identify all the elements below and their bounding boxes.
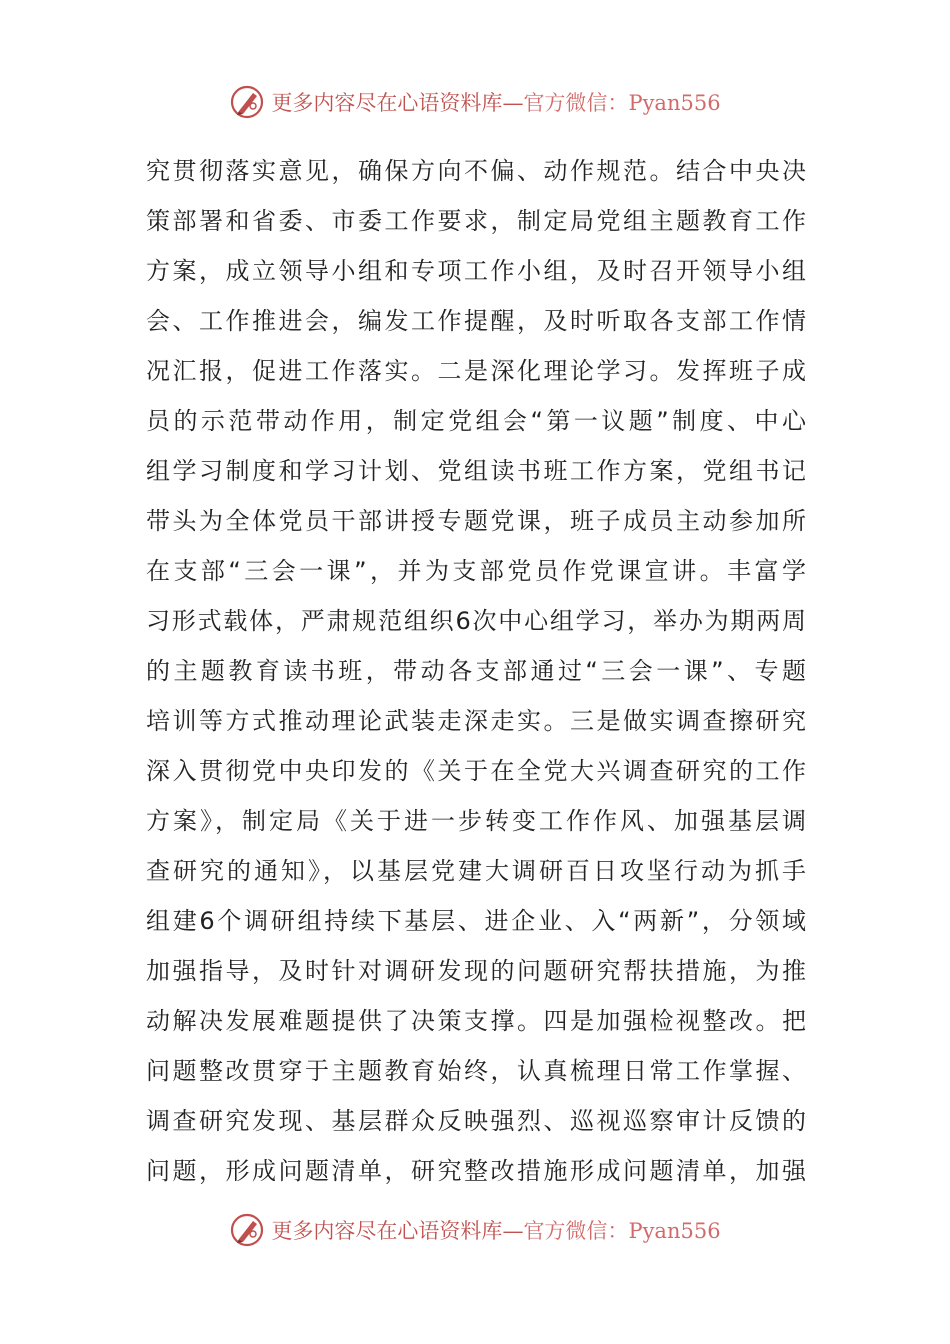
- body-line: 况汇报，促进工作落实。二是深化理论学习。发挥班子成: [146, 357, 806, 385]
- body-line: 在支部“三会一课”，并为支部党员作党课宣讲。丰富学: [146, 557, 806, 585]
- header-dash: —: [502, 91, 524, 115]
- body-line: 培训等方式推动理论武装走深走实。三是做实调查擦研究: [146, 707, 806, 735]
- body-line: 策部署和省委、市委工作要求，制定局党组主题教育工作: [146, 207, 806, 235]
- body-line: 带头为全体党员干部讲授专题党课，班子成员主动参加所: [146, 507, 806, 535]
- body-line: 员的示范带动作用，制定党组会“第一议题”制度、中心: [146, 407, 806, 435]
- body-line: 深入贯彻党中央印发的《关于在全党大兴调查研究的工作: [146, 757, 806, 785]
- body-line: 动解决发展难题提供了决策支撑。四是加强检视整改。把: [146, 1007, 806, 1035]
- header-banner: [0, 82, 950, 122]
- footer-banner-text: [271, 1215, 720, 1245]
- body-line: 会、工作推进会，编发工作提醒，及时听取各支部工作情: [146, 307, 806, 335]
- body-line: 问题，形成问题清单，研究整改措施形成问题清单，加强: [146, 1157, 806, 1185]
- body-line: 问题整改贯穿于主题教育始终，认真梳理日常工作掌握、: [146, 1057, 806, 1085]
- footer-banner: [0, 1210, 950, 1250]
- header-wechat-label: 官方微信：: [523, 91, 629, 115]
- body-line: 方案》，制定局《关于进一步转变工作作风、加强基层调: [146, 807, 806, 835]
- footer-brand: 更多内容尽在心语资料库: [271, 1219, 503, 1243]
- footer-wechat-label: 官方微信：: [523, 1219, 629, 1243]
- body-text: [146, 146, 806, 1196]
- footer-dash: —: [502, 1219, 524, 1243]
- header-brand: 更多内容尽在心语资料库: [271, 91, 503, 115]
- body-line: 调查研究发现、基层群众反映强烈、巡视巡察审计反馈的: [146, 1107, 806, 1135]
- pen-logo-icon: [229, 1212, 265, 1248]
- header-banner-text: [271, 87, 720, 117]
- body-line: 习形式载体，严肃规范组织6次中心组学习，举办为期两周: [146, 607, 806, 635]
- header-wechat-id: Pyan556: [628, 91, 721, 115]
- body-line: 的主题教育读书班，带动各支部通过“三会一课”、专题: [146, 657, 806, 685]
- body-line: 究贯彻落实意见，确保方向不偏、动作规范。结合中央决: [146, 157, 806, 185]
- body-line: 组学习制度和学习计划、党组读书班工作方案，党组书记: [146, 457, 806, 485]
- body-line: 查研究的通知》，以基层党建大调研百日攻坚行动为抓手: [146, 857, 806, 885]
- body-line: 加强指导，及时针对调研发现的问题研究帮扶措施，为推: [146, 957, 806, 985]
- pen-logo-icon: [229, 84, 265, 120]
- footer-wechat-id: Pyan556: [628, 1219, 721, 1243]
- body-line: 组建6个调研组持续下基层、进企业、入“两新”，分领域: [146, 907, 806, 935]
- body-line: 方案，成立领导小组和专项工作小组，及时召开领导小组: [146, 257, 806, 285]
